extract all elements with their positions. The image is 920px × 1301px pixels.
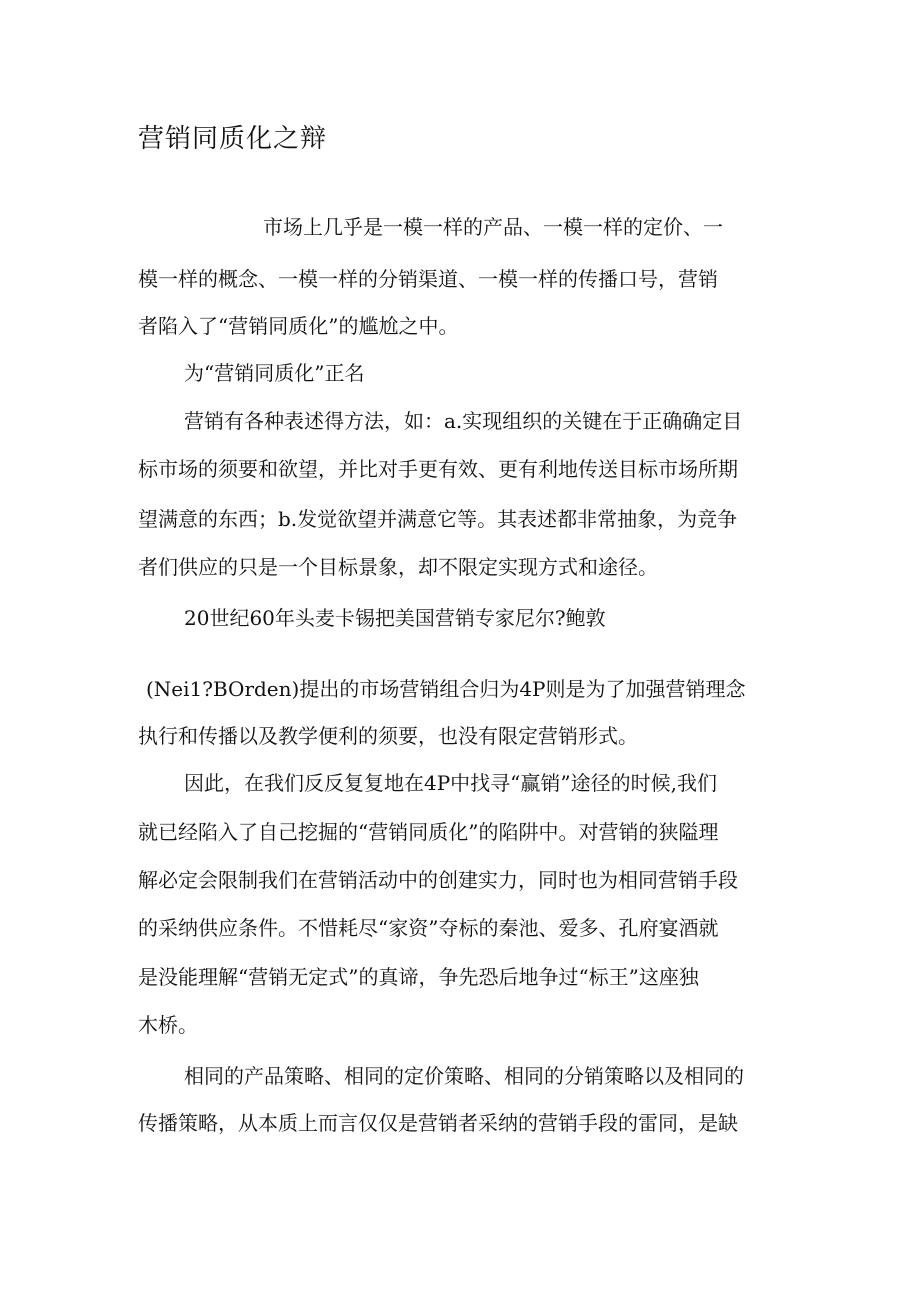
paragraph-line: 执行和传播以及教学便利的须要，也没有限定营销形式。 bbox=[138, 724, 638, 748]
paragraph-line: 木桥。 bbox=[138, 1013, 198, 1037]
paragraph-line: 模一样的概念、一模一样的分销渠道、一模一样的传播口号，营销 bbox=[138, 267, 718, 291]
paragraph-line: 者们供应的只是一个目标景象，却不限定实现方式和途径。 bbox=[138, 555, 658, 579]
paragraph-line: 20世纪60年头麦卡锡把美国营销专家尼尔?鲍敦 bbox=[184, 606, 606, 630]
document-title: 营销同质化之辩 bbox=[138, 124, 328, 154]
paragraph-line: 因此，在我们反反复复地在4P中找寻“赢销”途径的时候,我们 bbox=[184, 771, 717, 795]
paragraph-line: 的采纳供应条件。不惜耗尽“家资”夺标的秦池、爱多、孔府宴酒就 bbox=[138, 916, 719, 940]
paragraph-line: 营销有各种表述得方法，如：a.实现组织的关键在于正确确定目 bbox=[184, 409, 743, 433]
paragraph-line: (Nei1?BOrden)提出的市场营销组合归为4P则是为了加强营销理念 bbox=[146, 677, 746, 701]
paragraph-line: 望满意的东西；b.发觉欲望并满意它等。其表述都非常抽象，为竞争 bbox=[138, 507, 738, 531]
paragraph-line: 就已经陷入了自己挖掘的“营销同质化”的陷阱中。对营销的狭隘理 bbox=[138, 820, 719, 844]
paragraph-line: 解必定会限制我们在营销活动中的创建实力，同时也为相同营销手段 bbox=[138, 868, 738, 892]
paragraph-line: 者陷入了“营销同质化”的尴尬之中。 bbox=[138, 314, 459, 338]
paragraph-line: 市场上几乎是一模一样的产品、一模一样的定价、一 bbox=[263, 215, 723, 239]
section-heading: 为“营销同质化”正名 bbox=[184, 361, 365, 385]
paragraph-line: 传播策略，从本质上而言仅仅是营销者采纳的营销手段的雷同，是缺 bbox=[138, 1111, 738, 1135]
paragraph-line: 标市场的须要和欲望，并比对手更有效、更有利地传送目标市场所期 bbox=[138, 457, 738, 481]
paragraph-line: 相同的产品策略、相同的定价策略、相同的分销策略以及相同的 bbox=[184, 1064, 744, 1088]
paragraph-line: 是没能理解“营销无定式”的真谛，争先恐后地争过“标王”这座独 bbox=[138, 965, 699, 989]
